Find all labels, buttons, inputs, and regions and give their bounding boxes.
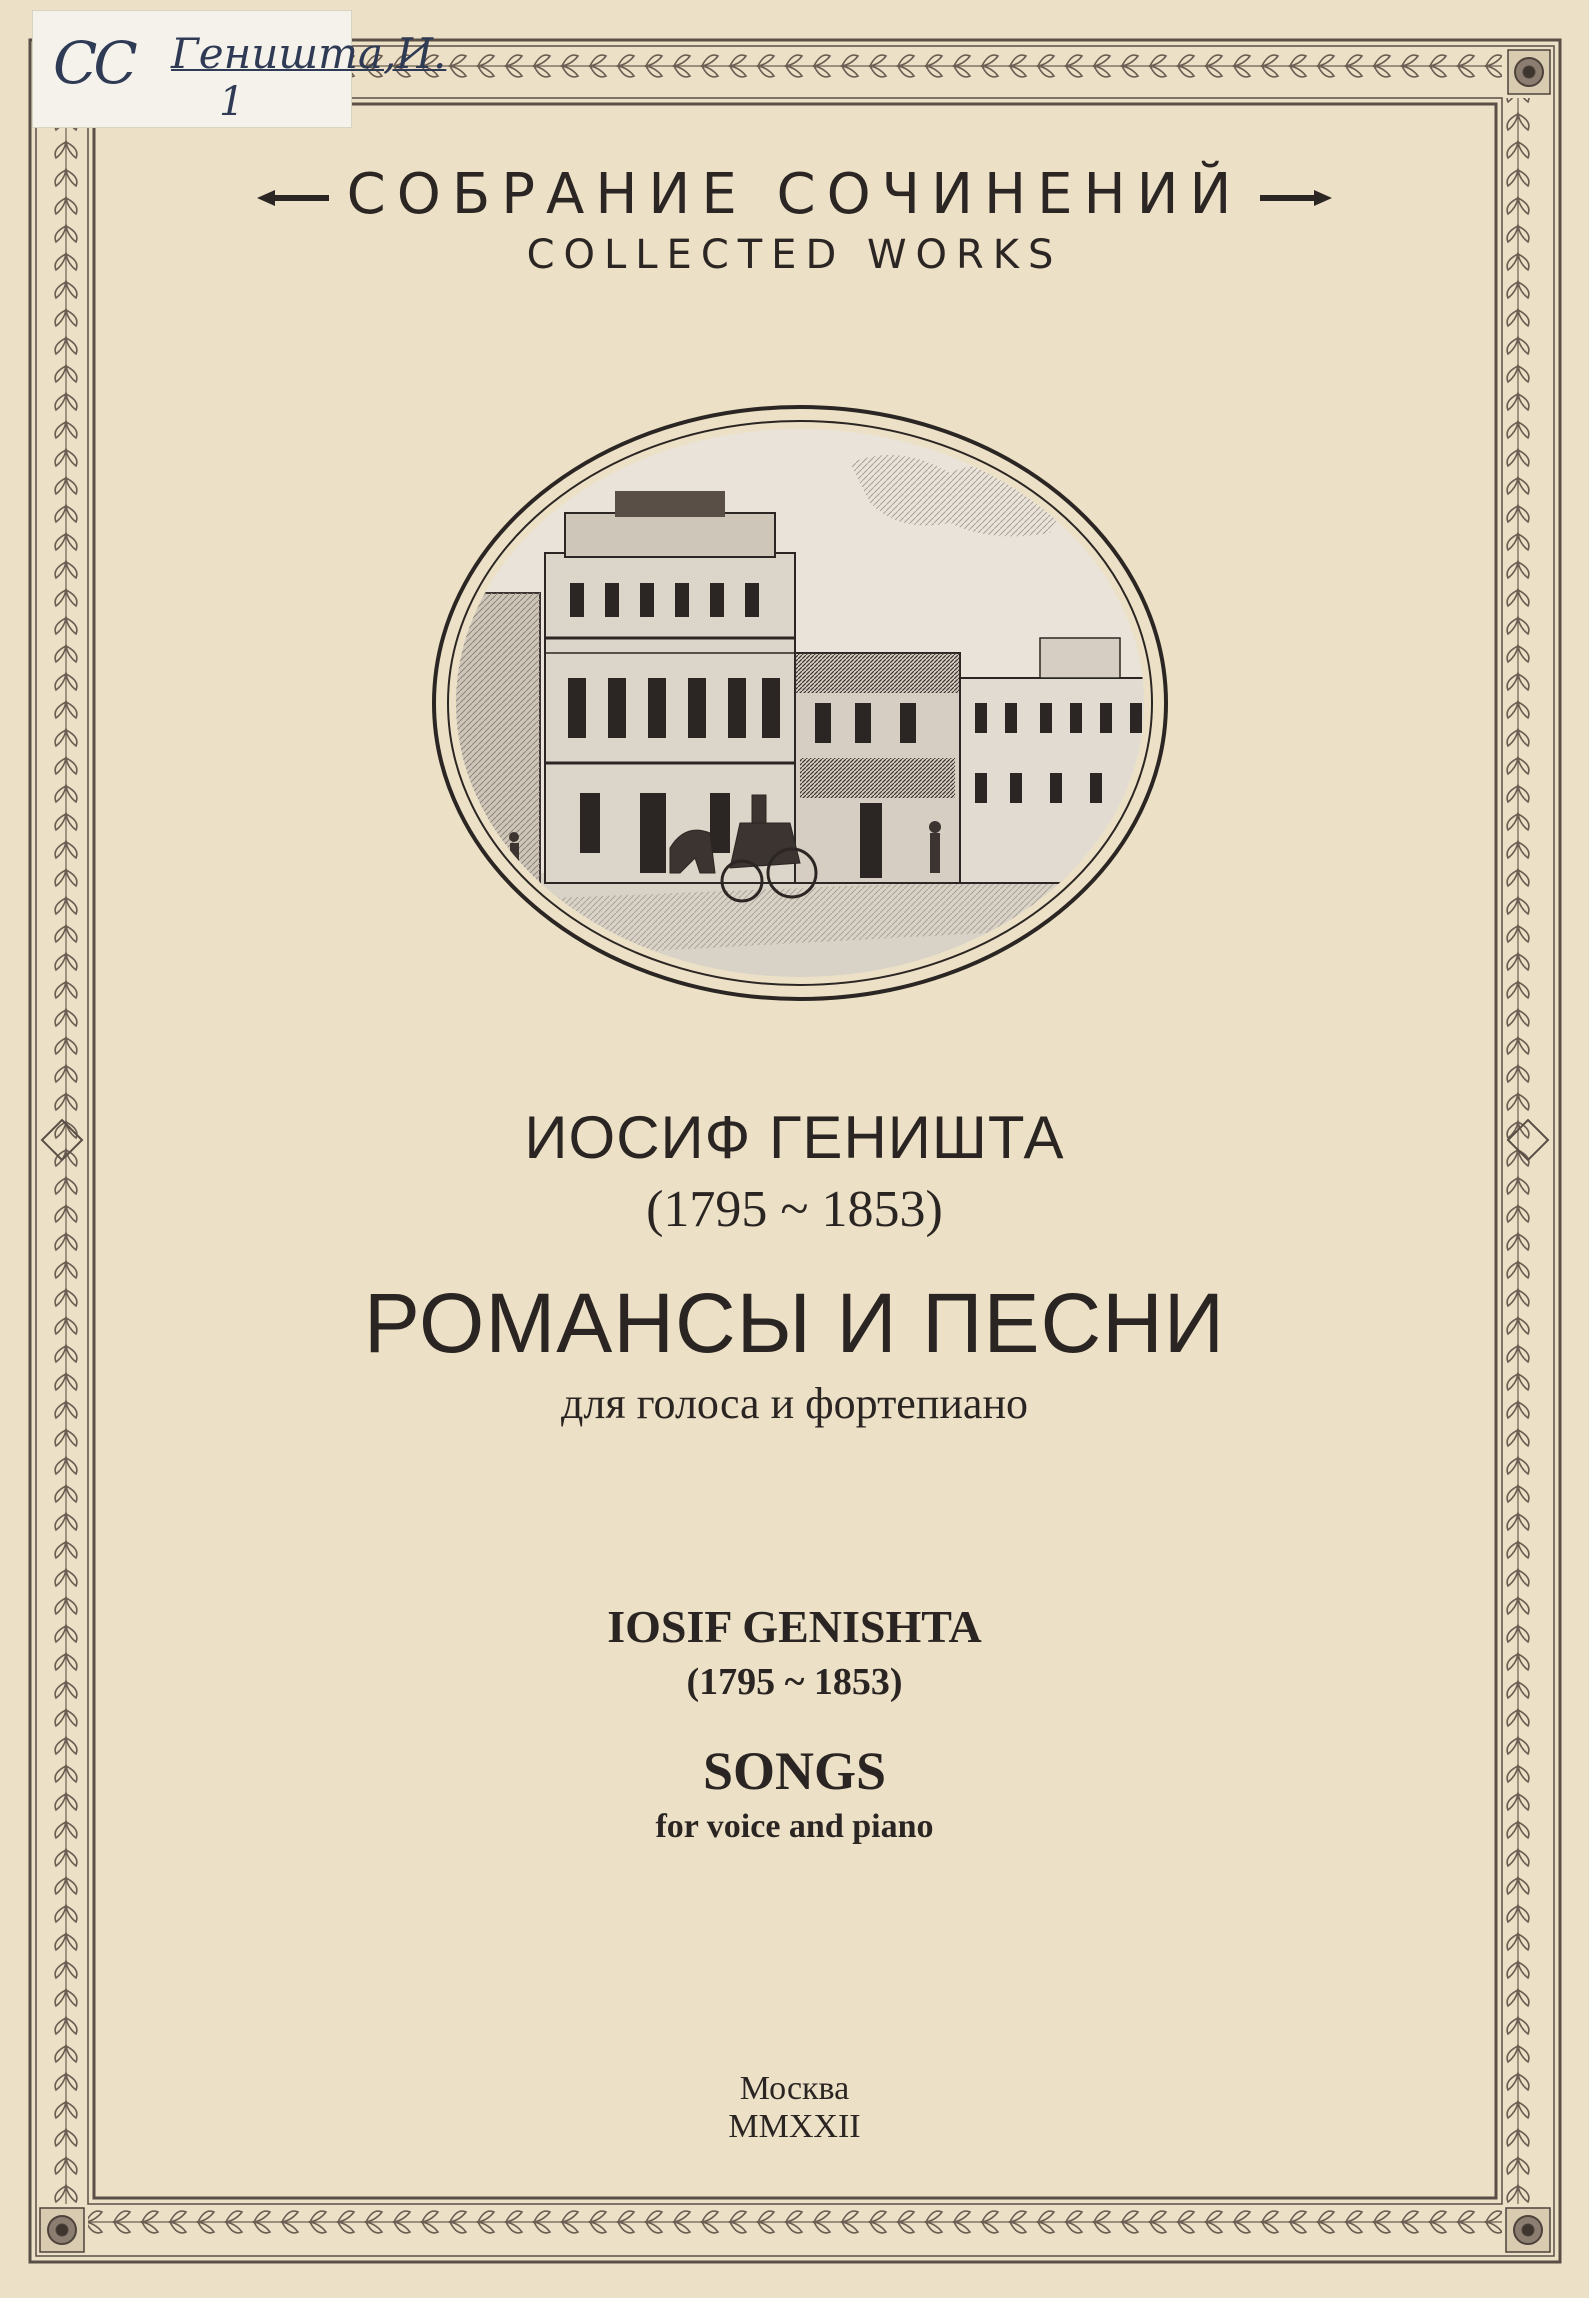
author-ru: ИОСИФ ГЕНИШТА <box>524 1104 1065 1171</box>
corner-rosette-bottom-left <box>40 2208 84 2252</box>
author-years-en: (1795 ~ 1853) <box>686 1661 903 1703</box>
right-ornament-arrow-icon <box>1260 188 1332 208</box>
author-en: IOSIF GENISHTA <box>607 1601 982 1652</box>
imprint-city: Москва <box>739 2070 850 2107</box>
label-author: Геништа,И. <box>171 29 447 78</box>
author-years-ru: (1795 ~ 1853) <box>646 1181 943 1238</box>
imprint-year: MMXXII <box>728 2108 861 2145</box>
corner-rosette-top-right <box>1508 50 1550 94</box>
corner-rosette-bottom-right <box>1506 2208 1550 2252</box>
label-volume: 1 <box>219 79 245 125</box>
book-title-ru: РОМАНСЫ И ПЕСНИ <box>363 1276 1226 1370</box>
book-title-en: SONGS <box>702 1741 887 1801</box>
library-call-number-label <box>32 10 447 128</box>
book-subtitle-en: for voice and piano <box>655 1808 934 1845</box>
series-title-ru <box>0 162 1589 227</box>
shelf-code: СС <box>53 29 134 97</box>
book-subtitle-ru: для голоса и фортепиано <box>560 1379 1028 1428</box>
series-title-ru-text: СОБРАНИЕ СОЧИНЕНИЙ <box>346 162 1243 227</box>
cover-illustration <box>430 403 1170 1003</box>
series-title-en: COLLECTED WORKS <box>526 232 1063 278</box>
left-ornament-arrow-icon <box>257 188 329 208</box>
